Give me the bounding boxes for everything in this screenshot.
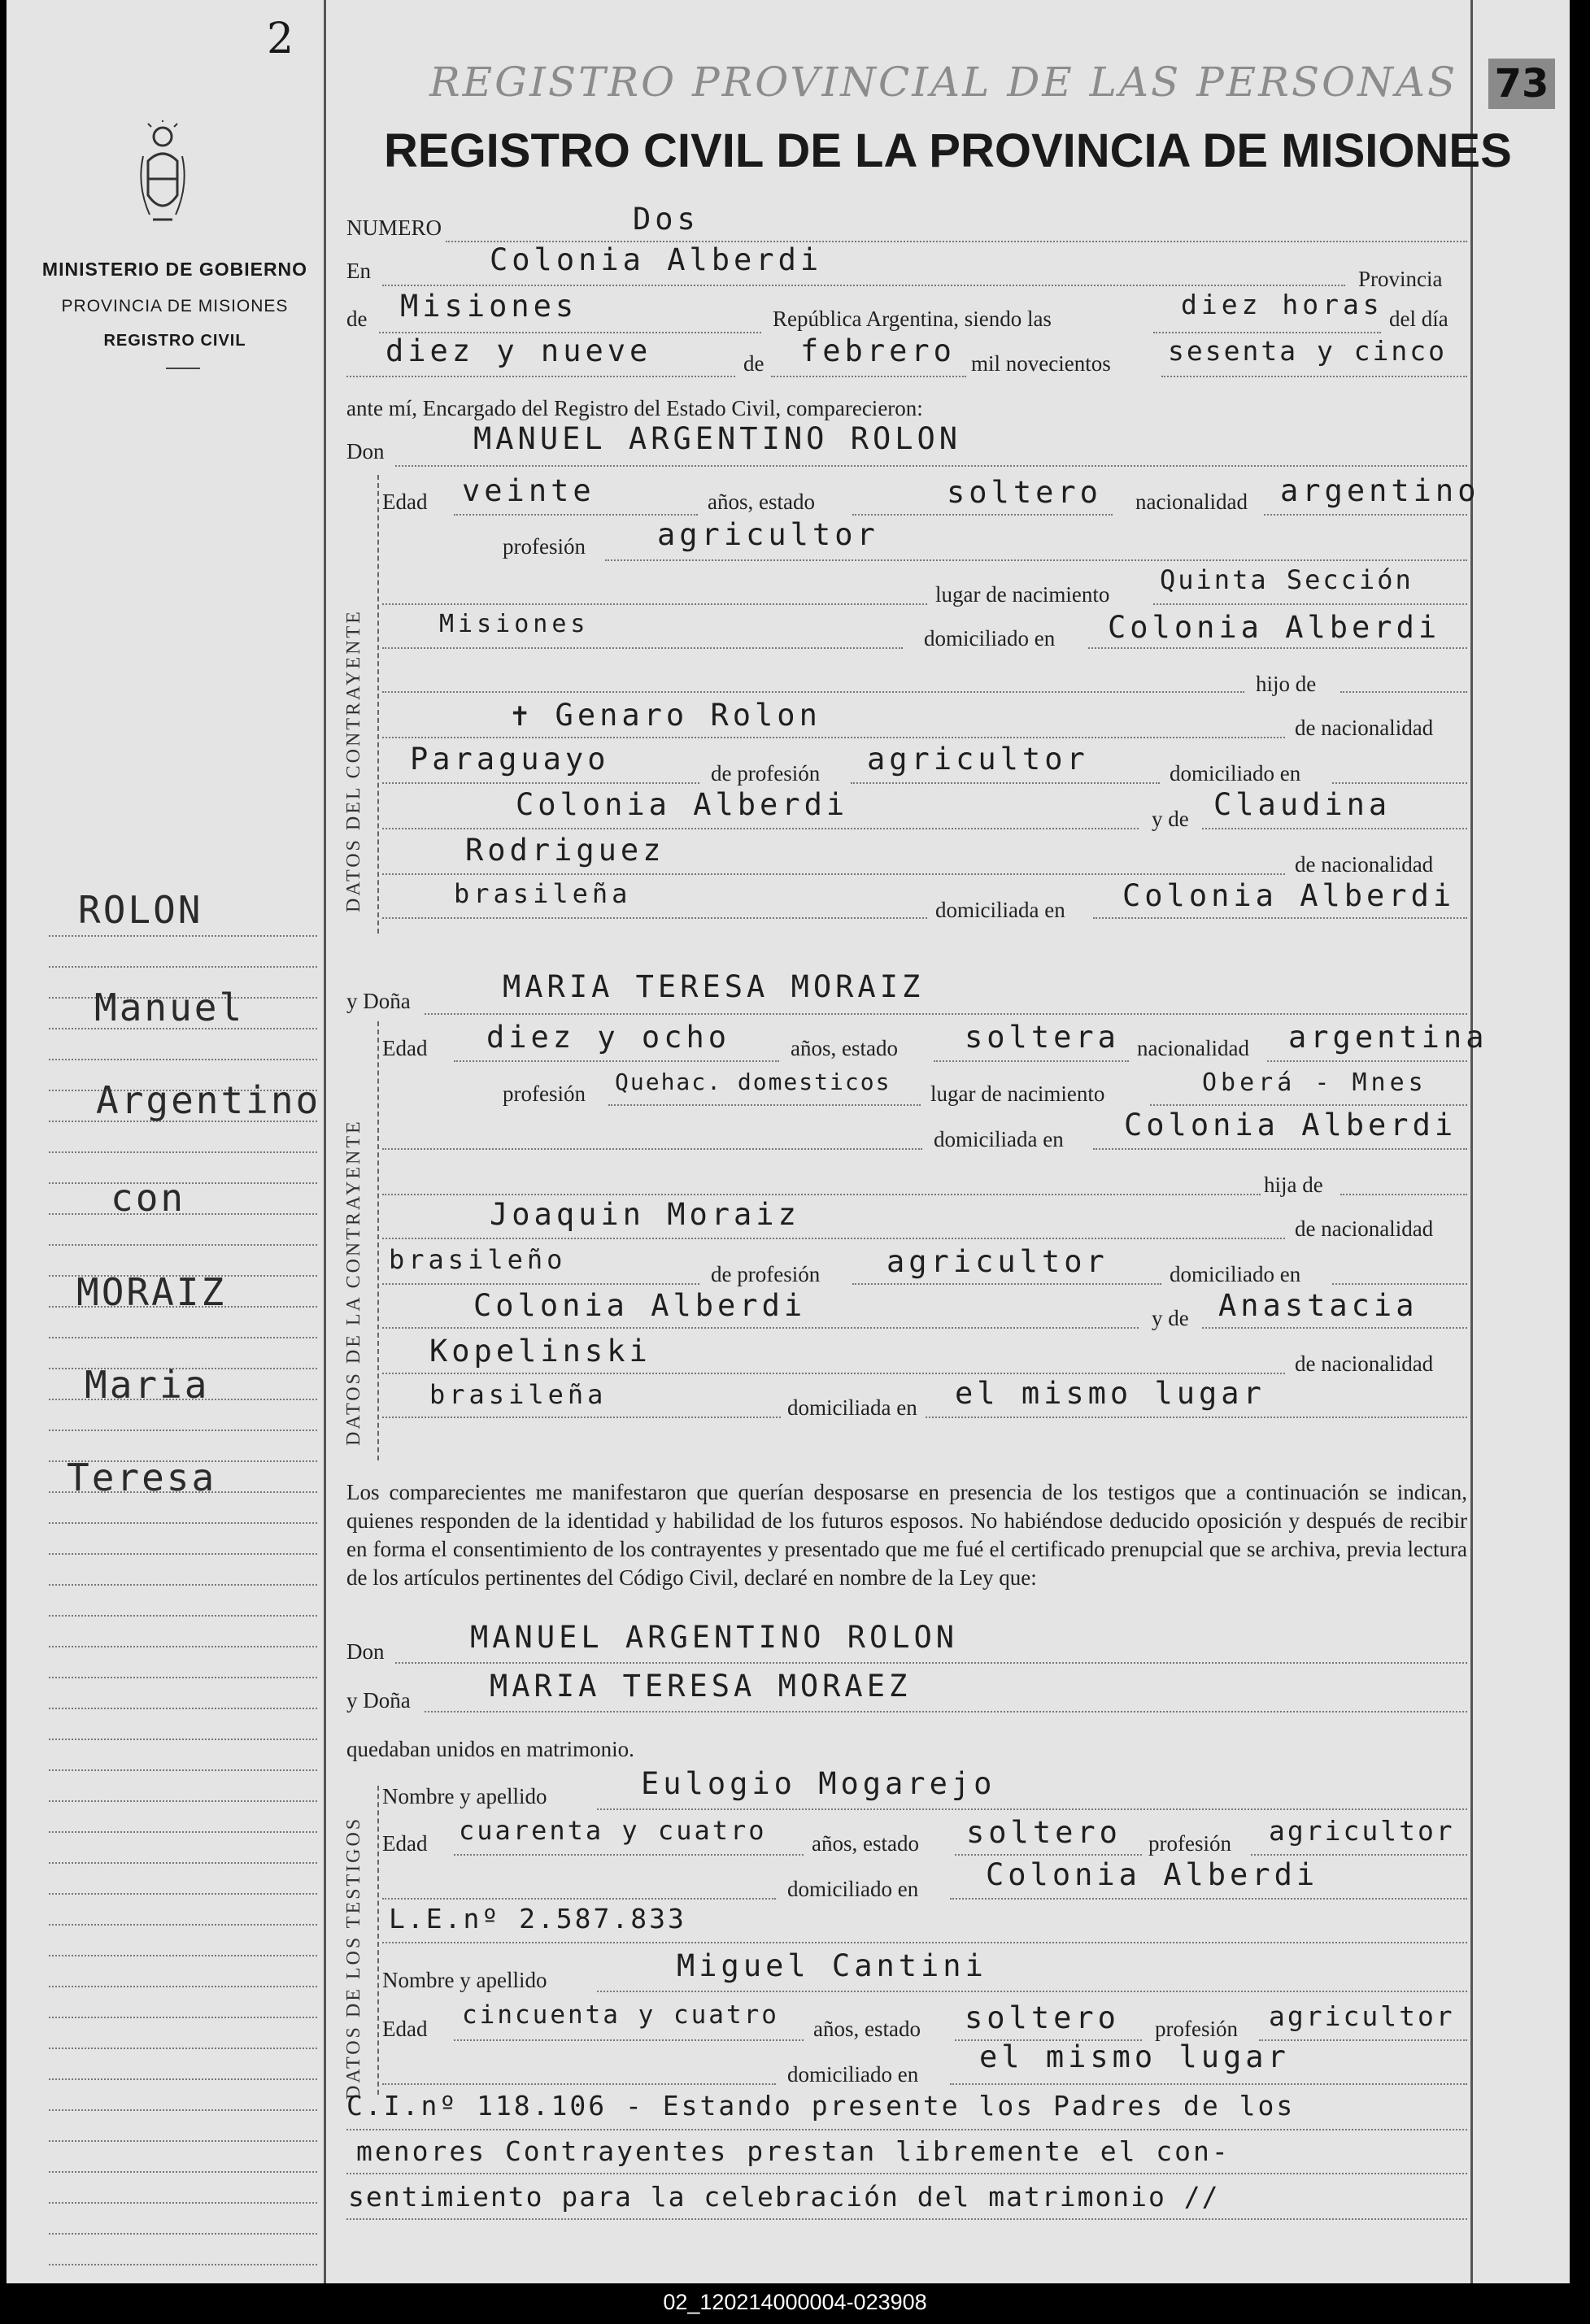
witness1-edad: cuarenta y cuatro	[459, 1815, 767, 1846]
label-edad: Edad	[382, 1036, 428, 1060]
witness1-domicilio: Colonia Alberdi	[986, 1857, 1319, 1892]
margin-rule-line	[49, 2048, 317, 2049]
witness1-doc: L.E.nº 2.587.833	[389, 1903, 686, 1934]
margin-rule-line	[49, 2140, 317, 2142]
label-de-profesion: de profesión	[711, 1262, 821, 1286]
label-anos-estado: años, estado	[813, 2017, 921, 2041]
groom-profesion: agricultor	[657, 517, 879, 552]
page-number: 2	[267, 15, 294, 63]
margin-name-4: con	[111, 1176, 186, 1220]
bride-estado: soltera	[965, 1020, 1120, 1055]
label-anos-estado: años, estado	[791, 1036, 898, 1060]
witness1-name: Eulogio Mogarejo	[641, 1766, 996, 1801]
margin-rule-line	[49, 1800, 317, 1802]
label-domiciliada-en: domiciliada en	[787, 1395, 917, 1420]
groom-padre-nacionalidad: Paraguayo	[410, 742, 610, 777]
witness1-profesion: agricultor	[1269, 1815, 1455, 1847]
closing-line-3: sentimiento para la celebración del matrimonio //	[348, 2181, 1220, 2213]
declaration-paragraph: Los comparecientes me manifestaron que querían desposarse en presencia de los testigos que a continuación se indican, quienes responden de la identidad y habilidad de los futuros esposos. No habiéndose deducido oposición y después de recibir en forma el consentimiento de los contrayentes y presentado que me fué el certificado prenupcial que se archiva, previa lectura de los artículos pertinentes del Código Civil, declaré en nombre de la Ley que:	[346, 1480, 1467, 1590]
margin-name-7: Teresa	[67, 1456, 217, 1499]
groom-madre-nacionalidad: brasileña	[454, 878, 632, 909]
margin-rule-line	[49, 1615, 317, 1617]
bride-madre-cont: Kopelinski	[429, 1334, 651, 1369]
margin-rule-line	[49, 2078, 317, 2080]
bride-padre-nacionalidad: brasileño	[389, 1244, 567, 1275]
section-label-contrayenta: DATOS DE LA CONTRAYENTE	[343, 1119, 364, 1446]
margin-rule-line	[49, 1553, 317, 1555]
margin-rule-line	[49, 966, 317, 968]
witness2-name: Miguel Cantini	[677, 1948, 987, 1983]
margin-rule-line	[49, 1337, 317, 1338]
label-domiciliada-en: domiciliada en	[935, 898, 1065, 922]
label-de: de	[346, 307, 368, 331]
groom-estado: soltero	[947, 475, 1102, 510]
bride-padre: Joaquin Moraiz	[490, 1197, 800, 1232]
witness2-edad: cincuenta y cuatro	[462, 2000, 779, 2030]
margin-rule-line	[49, 1955, 317, 1956]
margin-rule-line	[49, 1986, 317, 1987]
bride-nacionalidad: argentina	[1288, 1020, 1488, 1055]
label-provincia: Provincia	[1358, 267, 1443, 291]
label-de-nacionalidad: de nacionalidad	[1295, 1351, 1434, 1376]
label-domiciliado-en: domiciliado en	[787, 2062, 919, 2087]
field-mes: febrero	[800, 333, 956, 368]
groom-name: MANUEL ARGENTINO ROLON	[473, 421, 962, 456]
groom-madre-domicilio: Colonia Alberdi	[1122, 878, 1456, 913]
margin-rule-line	[49, 1677, 317, 1678]
margin-rule-line	[49, 1430, 317, 1431]
margin-rule-line	[49, 1769, 317, 1771]
label-edad: Edad	[382, 490, 428, 514]
margin-name-6: Maria	[85, 1363, 210, 1407]
margin-name-5: MORAIZ	[76, 1270, 227, 1314]
label-nombre-apellido: Nombre y apellido	[382, 1784, 547, 1808]
margin-rule-line	[49, 1151, 317, 1153]
label-mil: mil novecientos	[971, 351, 1111, 376]
field-numero: Dos	[633, 202, 699, 237]
groom-padre-domicilio: Colonia Alberdi	[516, 787, 849, 822]
bride-lugar-nacimiento: Oberá - Mnes	[1202, 1068, 1427, 1097]
bride-name: MARIA TERESA MORAIZ	[503, 969, 925, 1004]
margin-rule-line	[49, 2017, 317, 2018]
declared-dona: MARIA TERESA MORAEZ	[490, 1669, 912, 1704]
margin-rule-line	[49, 935, 317, 937]
margin-rule-line	[49, 2202, 317, 2204]
declared-don: MANUEL ARGENTINO ROLON	[470, 1620, 959, 1655]
groom-domicilio: Colonia Alberdi	[1108, 610, 1441, 645]
ministry-line-2: PROVINCIA DE MISIONES	[61, 297, 289, 316]
margin-rule-line	[49, 1862, 317, 1864]
ministry-rule	[166, 368, 200, 369]
label-edad: Edad	[382, 1831, 428, 1856]
margin-rule-line	[49, 1244, 317, 1246]
field-hora: diez horas	[1181, 289, 1383, 320]
groom-lugar-nacimiento: Quinta Sección	[1160, 564, 1414, 595]
margin-rule-line	[49, 1739, 317, 1740]
margin-rule-line	[49, 1708, 317, 1709]
right-rule	[1470, 0, 1473, 2283]
bride-edad: diez y ocho	[486, 1020, 731, 1055]
groom-padre: ✝ Genaro Rolon	[511, 698, 821, 733]
groom-nacionalidad: argentino	[1280, 473, 1480, 508]
bride-domicilio: Colonia Alberdi	[1124, 1108, 1457, 1142]
label-en: En	[346, 259, 371, 283]
label-del-dia: del día	[1389, 307, 1448, 331]
label-lugar-nacimiento: lugar de nacimiento	[935, 582, 1110, 607]
label-anos-estado: años, estado	[708, 490, 815, 514]
section-label-testigos: DATOS DE LOS TESTIGOS	[343, 1816, 364, 2100]
label-don-declared: Don	[346, 1639, 385, 1664]
label-hija-de: hija de	[1264, 1173, 1323, 1197]
margin-rule	[324, 0, 326, 2283]
margin-rule-line	[49, 2233, 317, 2235]
witness2-domicilio: el mismo lugar	[979, 2039, 1290, 2074]
label-de-nacionalidad: de nacionalidad	[1295, 852, 1434, 877]
label-hijo-de: hijo de	[1256, 672, 1317, 696]
witness2-estado: soltero	[965, 2000, 1120, 2035]
bride-profesion: Quehac. domesticos	[615, 1068, 891, 1095]
label-anos-estado: años, estado	[812, 1831, 919, 1856]
document-title: REGISTRO CIVIL DE LA PROVINCIA DE MISIONES	[384, 124, 1512, 177]
label-y-dona: y Doña	[346, 989, 411, 1013]
margin-rule-line	[49, 1924, 317, 1926]
margin-rule-line	[49, 1893, 317, 1895]
witness2-profesion: agricultor	[1269, 2000, 1455, 2032]
field-dia: diez y nueve	[386, 333, 652, 368]
label-domiciliado-en: domiciliado en	[1170, 761, 1301, 786]
margin-rule-line	[49, 1522, 317, 1524]
bride-padre-domicilio: Colonia Alberdi	[473, 1288, 807, 1323]
label-domiciliada-en: domiciliada en	[934, 1127, 1064, 1151]
label-y-de: y de	[1152, 807, 1189, 831]
bride-madre: Anastacia	[1218, 1288, 1418, 1323]
margin-name-3: Argentino	[96, 1078, 321, 1122]
closing-line-1: C.I.nº 118.106 - Estando presente los Padres de los	[346, 2090, 1296, 2122]
label-de-nacionalidad: de nacionalidad	[1295, 716, 1434, 740]
label-republica: República Argentina, siendo las	[773, 307, 1052, 331]
label-don: Don	[346, 439, 385, 463]
label-numero: NUMERO	[346, 215, 442, 240]
label-lugar-nacimiento: lugar de nacimiento	[930, 1081, 1105, 1106]
label-quedaban: quedaban unidos en matrimonio.	[346, 1737, 634, 1761]
groom-edad: veinte	[462, 473, 595, 508]
margin-rule-line	[49, 1584, 317, 1586]
folio-stamp: 73	[1488, 59, 1555, 109]
bride-madre-nacionalidad: brasileña	[429, 1379, 608, 1410]
coat-of-arms-icon	[138, 120, 187, 246]
bride-padre-profesion: agricultor	[886, 1244, 1109, 1279]
ministry-line-1: MINISTERIO DE GOBIERNO	[41, 259, 308, 280]
margin-rule-line	[49, 2264, 317, 2265]
margin-rule-line	[49, 1831, 317, 1833]
groom-padre-profesion: agricultor	[867, 742, 1089, 777]
witness1-estado: soltero	[966, 1815, 1122, 1850]
label-profesion: profesión	[1148, 1831, 1231, 1856]
closing-line-2: menores Contrayentes prestan libremente el con-	[356, 2135, 1231, 2167]
margin-rule-line	[49, 2171, 317, 2173]
field-anio: sesenta y cinco	[1168, 335, 1448, 367]
image-caption: 02_120214000004-023908	[663, 2290, 927, 2314]
label-nombre-apellido: Nombre y apellido	[382, 1968, 547, 1992]
groom-madre: Claudina	[1213, 787, 1392, 822]
label-ante-mi: ante mí, Encargado del Registro del Estado Civil, comparecieron:	[346, 396, 923, 420]
bride-madre-domicilio: el mismo lugar	[955, 1376, 1265, 1411]
groom-lugar-cont: Misiones	[439, 610, 590, 638]
label-de-profesion: de profesión	[711, 761, 821, 786]
register-page	[7, 0, 1570, 2283]
label-profesion: profesión	[503, 1081, 586, 1106]
margin-name-1: ROLON	[78, 888, 203, 932]
field-provincia: Misiones	[400, 289, 578, 324]
label-y-de: y de	[1152, 1306, 1189, 1330]
label-y-dona-declared: y Doña	[346, 1688, 411, 1713]
label-nacionalidad: nacionalidad	[1135, 490, 1248, 514]
margin-rule-line	[49, 1059, 317, 1060]
margin-rule-line	[49, 1646, 317, 1647]
label-domiciliado-en: domiciliado en	[787, 1877, 919, 1901]
label-profesion: profesión	[1155, 2017, 1238, 2041]
groom-madre-cont: Rodriguez	[465, 833, 665, 868]
ministry-line-3: REGISTRO CIVIL	[103, 332, 246, 350]
label-domiciliado-en: domiciliado en	[924, 626, 1056, 651]
margin-rule-line	[49, 2109, 317, 2111]
margin-name-2: Manuel	[94, 986, 245, 1029]
label-edad: Edad	[382, 2017, 428, 2041]
overprint-stamp: REGISTRO PROVINCIAL DE LAS PERSONAS	[429, 59, 1458, 106]
section-label-contrayente: DATOS DEL CONTRAYENTE	[343, 609, 364, 912]
label-profesion: profesión	[503, 534, 586, 559]
label-de-mes: de	[743, 351, 765, 376]
label-nacionalidad: nacionalidad	[1137, 1036, 1249, 1060]
label-de-nacionalidad: de nacionalidad	[1295, 1216, 1434, 1241]
label-domiciliado-en: domiciliado en	[1170, 1262, 1301, 1286]
field-en: Colonia Alberdi	[490, 242, 823, 277]
